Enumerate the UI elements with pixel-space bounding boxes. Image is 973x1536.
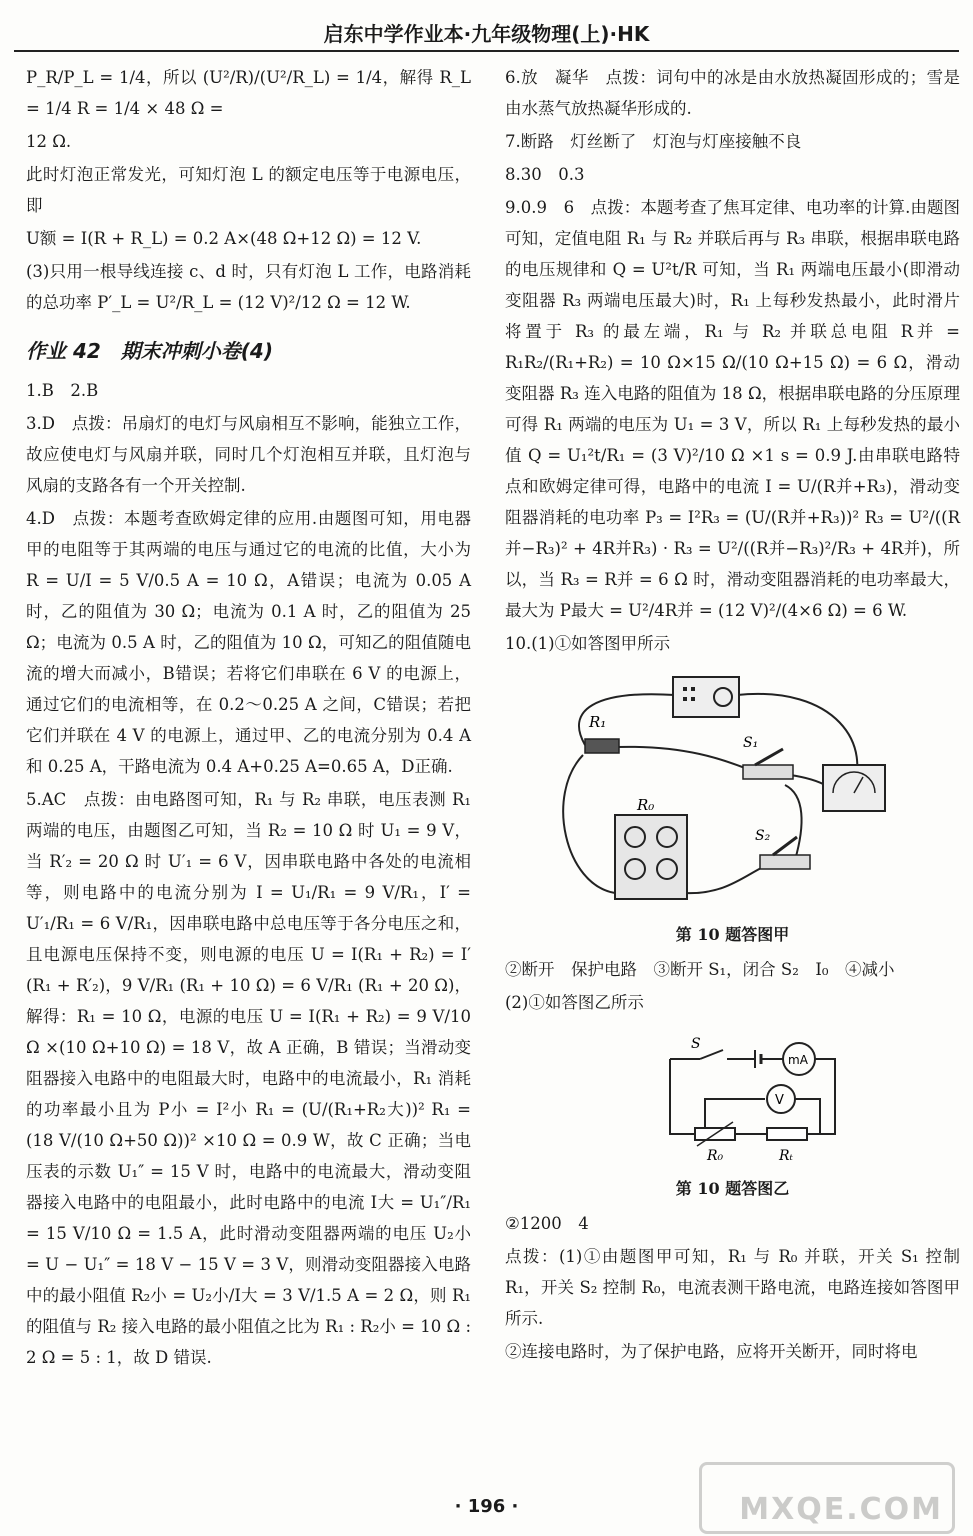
answer-item: 点拨：(1)①由题图甲可知，R₁ 与 R₀ 并联，开关 S₁ 控制 R₁，开关 S₂ 控制 R₀，电流表测干路电流，电路连接如答图甲所示.	[505, 1247, 960, 1328]
label-s2: S₂	[755, 828, 771, 844]
label-v: V	[775, 1093, 784, 1108]
label-ma: mA	[788, 1053, 808, 1067]
answer-item: 7.断路 灯丝断了 灯泡与灯座接触不良	[505, 132, 802, 151]
figure-caption: 第 10 题答图乙	[675, 1179, 790, 1198]
answer-text: P_R/P_L = 1/4，所以 (U²/R)/(U²/R_L) = 1/4，解得 R_L = 1/4 R = 1/4 × 48 Ω =	[26, 68, 471, 118]
circuit-diagram-b	[505, 1024, 905, 1164]
answer-item: ②断开 保护电路 ③断开 S₁，闭合 S₂ I₀ ④减小	[505, 960, 895, 979]
answer-item: 1.B 2.B	[26, 381, 99, 400]
answer-item: 3.D 点拨：吊扇灯的电灯与风扇相互不影响，能独立工作，故应使电灯与风扇并联，同时几个灯泡相互并联，且灯泡与风扇的支路各有一个开关控制.	[26, 414, 471, 495]
label-r0-b: R₀	[707, 1148, 724, 1164]
answer-item: 5.AC 点拨：由电路图可知，R₁ 与 R₂ 串联，电压表测 R₁ 两端的电压，由题图乙可知，当 R₂ = 10 Ω 时 U₁ = 9 V，当 R′₂ = 20 Ω 时 U′₁ = 6 V，因串联电路中各处的电流相等，则电路中的电流分别为 I = U₁/R₁ = 9 V/R₁，I′ = U′₁/R₁ = 6 V/R₁，因串联电路中总电压等于各分电压之和，且电源电压保持不变，则电源的电压 U = I(R₁ + R₂) = I′(R₁ + R′₂)，9 V/R₁ (R₁ + 10 Ω) = 6 V/R₁ (R₁ + 20 Ω)，解得：R₁ = 10 Ω，电源的电压 U = I(R₁ + R₂) = 9 V/10 Ω ×(10 Ω+10 Ω) = 18 V，故 A 正确，B 错误；当滑动变阻器接入电路中的电阻最大时，电路中的电流最小，R₁ 消耗的功率最小且为 P小 = I²小 R₁ = (U/(R₁+R₂大))² R₁ = (18 V/(10 Ω+50 Ω))² ×10 Ω = 0.9 W，故 C 正确；当电压表的示数 U₁″ = 15 V 时，电路中的电流最大，滑动变阻器接入电路中的电阻最小，此时电路中的电流 I大 = U₁″/R₁ = 15 V/10 Ω = 1.5 A，此时滑动变阻器两端的电压 U₂小 = U − U₁″ = 18 V − 15 V = 3 V，则滑动变阻器接入电路中的最小阻值 R₂小 = U₂小/I大 = 3 V/1.5 A = 2 Ω，则 R₁ 的阻值与 R₂ 接入电路的最小阻值之比为 R₁ : R₂小 = 10 Ω : 2 Ω = 5 : 1，故 D 错误.	[26, 790, 471, 1367]
label-s: S	[691, 1036, 701, 1052]
answer-text: 此时灯泡正常发光，可知灯泡 L 的额定电压等于电源电压，即	[26, 165, 471, 215]
section-title: 作业 42 期末冲刺小卷(4)	[26, 339, 273, 363]
answer-item: ②连接电路时，为了保护电路，应将开关断开，同时将电	[505, 1342, 918, 1361]
watermark-text: MXQE.COM	[739, 1492, 943, 1527]
page-header: 启东中学作业本·九年级物理(上)·HK	[14, 18, 959, 52]
answer-item: 4.D 点拨：本题考查欧姆定律的应用.由题图可知，用电器甲的电阻等于其两端的电压与通过它的电流的比值，大小为 R = U/I = 5 V/0.5 A = 10 Ω，A错误；电流为 0.05 A 时，乙的阻值为 30 Ω；电流为 0.1 A 时，乙的阻值为 25 Ω；电流为 0.5 A 时，乙的阻值为 10 Ω，可知乙的阻值随电流的增大而减小，B错误；若将它们串联在 6 V 的电源上，通过它们的电流相等，在 0.2～0.25 A 之间，C错误；若把它们并联在 4 V 的电源上，通过甲、乙的电流分别为 0.4 A 和 0.25 A，干路电流为 0.4 A+0.25 A=0.65 A，D正确.	[26, 509, 471, 776]
page-number: · 196 ·	[454, 1496, 519, 1517]
circuit-diagram-a	[505, 665, 905, 910]
figure-caption: 第 10 题答图甲	[675, 925, 790, 944]
answer-item: 10.(1)①如答图甲所示	[505, 634, 671, 653]
answer-item: (2)①如答图乙所示	[505, 993, 644, 1012]
figure-10-b	[505, 1024, 960, 1174]
right-column	[505, 62, 960, 1369]
answer-item: ②1200 4	[505, 1214, 589, 1233]
label-r1: R₁	[589, 713, 607, 731]
answer-text: 12 Ω.	[26, 132, 72, 151]
answer-text: U额 = I(R + R_L) = 0.2 A×(48 Ω+12 Ω) = 12 V.	[26, 229, 422, 248]
answer-item: 8.30 0.3	[505, 165, 585, 184]
label-s1: S₁	[743, 735, 759, 751]
answer-item: 6.放 凝华 点拨：词句中的冰是由水放热凝固形成的；雪是由水蒸气放热凝华形成的.	[505, 68, 960, 118]
left-column	[26, 62, 471, 1375]
answer-item: 9.0.9 6 点拨：本题考查了焦耳定律、电功率的计算.由题图可知，定值电阻 R₁ 与 R₂ 并联后再与 R₃ 串联，根据串联电路的电压规律和 Q = U²t/R 可知，当 R₁ 两端电压最小(即滑动变阻器 R₃ 两端电压最大)时，R₁ 上每秒发热最小，此时滑片将置于 R₃ 的最左端，R₁ 与 R₂ 并联总电阻 R并 = R₁R₂/(R₁+R₂) = 10 Ω×15 Ω/(10 Ω+15 Ω) = 6 Ω，滑动变阻器 R₃ 连入电路的阻值为 18 Ω，根据串联电路的分压原理可得 R₁ 两端的电压为 U₁ = 3 V，所以 R₁ 上每秒发热的最小值 Q = U₁²t/R₁ = (3 V)²/10 Ω ×1 s = 0.9 J.由串联电路特点和欧姆定律可得，电路中的电流 I = U/(R并+R₃)，滑动变阻器消耗的电功率 P₃ = I²R₃ = (U/(R并+R₃))² R₃ = U²/((R并−R₃)² + 4R并R₃) · R₃ = U²/((R并−R₃)²/R₃ + 4R并)，所以，当 R₃ = R并 = 6 Ω 时，滑动变阻器消耗的电功率最大，最大为 P最大 = U²/4R并 = (12 V)²/(4×6 Ω) = 6 W.	[505, 198, 960, 620]
label-rt: Rₜ	[779, 1148, 793, 1164]
figure-10-a	[505, 665, 960, 920]
answer-text: (3)只用一根导线连接 c、d 时，只有灯泡 L 工作，电路消耗的总功率 P′_L = U²/R_L = (12 V)²/12 Ω = 12 W.	[26, 262, 471, 312]
label-r0: R₀	[637, 796, 655, 814]
